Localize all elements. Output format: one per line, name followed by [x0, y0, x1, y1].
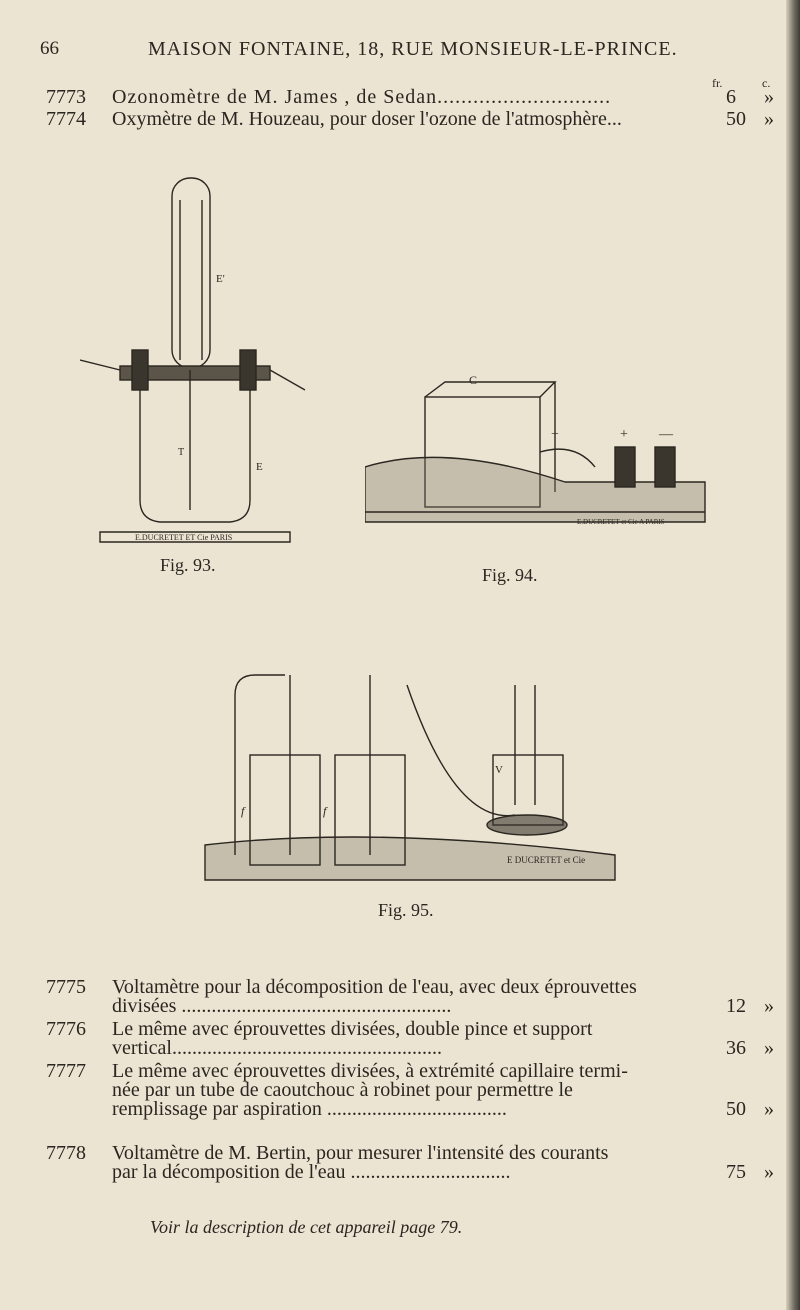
fig93-maker-mark: E.DUCRETET ET Cie PARIS	[135, 533, 233, 542]
francs-header: fr.	[712, 76, 723, 90]
entry-cents: »	[764, 86, 774, 108]
entry-cents: »	[764, 108, 774, 130]
entry-cents: »	[764, 995, 774, 1017]
running-title: MAISON FONTAINE, 18, RUE MONSIEUR-LE-PRINCE.	[148, 38, 678, 60]
catalog-entry-7778	[46, 1142, 774, 1184]
catalog-entry-7775	[46, 976, 774, 1018]
entry-cents: »	[764, 1161, 774, 1183]
description-reference-note: Voir la description de cet appareil page 79.	[150, 1217, 463, 1237]
fig95-label-f-left: f	[241, 804, 245, 818]
entry-price: 50	[726, 108, 746, 130]
page-edge-shadow	[786, 0, 800, 1310]
fig93-caption: Fig. 93.	[160, 555, 216, 575]
page-header	[40, 38, 740, 64]
fig94-maker-mark: E.DUCRETET et Cie A PARIS	[577, 518, 665, 526]
entry-number: 7778	[46, 1142, 86, 1164]
entry-number: 7773	[46, 86, 86, 108]
entry-line-1: Voltamètre de M. Bertin, pour mesurer l'intensité des courants	[112, 1142, 609, 1164]
fig94-caption: Fig. 94.	[482, 565, 538, 585]
catalog-entry-7777	[46, 1060, 774, 1122]
entry-number: 7777	[46, 1060, 86, 1082]
fig93-label-t: T	[178, 447, 185, 458]
entry-price: 6	[726, 86, 736, 108]
entry-line-1: Le même avec éprouvettes divisées, à extrémité capillaire termi-	[112, 1060, 628, 1082]
entry-number: 7774	[46, 108, 86, 130]
entry-line-2: vertical......................................................	[112, 1037, 442, 1059]
entry-line-3: remplissage par aspiration ....................................	[112, 1098, 507, 1120]
centimes-header: c.	[762, 76, 771, 90]
fig94-label-plus-1: +	[551, 427, 559, 442]
figure-93-illustration	[80, 170, 310, 550]
entry-line-1: Voltamètre pour la décomposition de l'eau, avec deux éprouvettes	[112, 976, 637, 998]
entry-price: 75	[726, 1161, 746, 1183]
entry-number: 7776	[46, 1018, 86, 1040]
catalog-entry-7776	[46, 1018, 774, 1060]
entry-line-2: par la décomposition de l'eau ................................	[112, 1161, 511, 1183]
fig94-label-minus: —	[659, 427, 673, 442]
entry-line-2: divisées ......................................................	[112, 995, 452, 1017]
entry-text: Oxymètre de M. Houzeau, pour doser l'ozone de l'atmosphère...	[112, 108, 622, 130]
entry-price: 12	[726, 995, 746, 1017]
fig95-caption: Fig. 95.	[378, 900, 434, 920]
figure-95-illustration	[195, 655, 655, 885]
entry-line-1: Le même avec éprouvettes divisées, double pince et support	[112, 1018, 593, 1040]
entry-cents: »	[764, 1037, 774, 1059]
entry-price: 36	[726, 1037, 746, 1059]
fig95-label-f-right: f	[323, 804, 327, 818]
entry-text: Ozonomètre de M. James , de Sedan.............................	[112, 86, 612, 108]
entry-cents: »	[764, 1098, 774, 1120]
fig94-label-plus-2: +	[620, 427, 628, 442]
figure-94-illustration	[365, 372, 725, 532]
fig93-label-e: E	[256, 461, 263, 473]
entry-number: 7775	[46, 976, 86, 998]
page-number: 66	[40, 38, 59, 59]
fig93-label-e-prime: E'	[216, 273, 225, 285]
fig94-label-c: C	[469, 373, 478, 387]
entry-line-2: née par un tube de caoutchouc à robinet pour permettre le	[112, 1079, 573, 1101]
fig95-maker-mark: E DUCRETET et Cie	[507, 855, 586, 865]
entry-price: 50	[726, 1098, 746, 1120]
fig95-label-v: V	[495, 764, 503, 776]
